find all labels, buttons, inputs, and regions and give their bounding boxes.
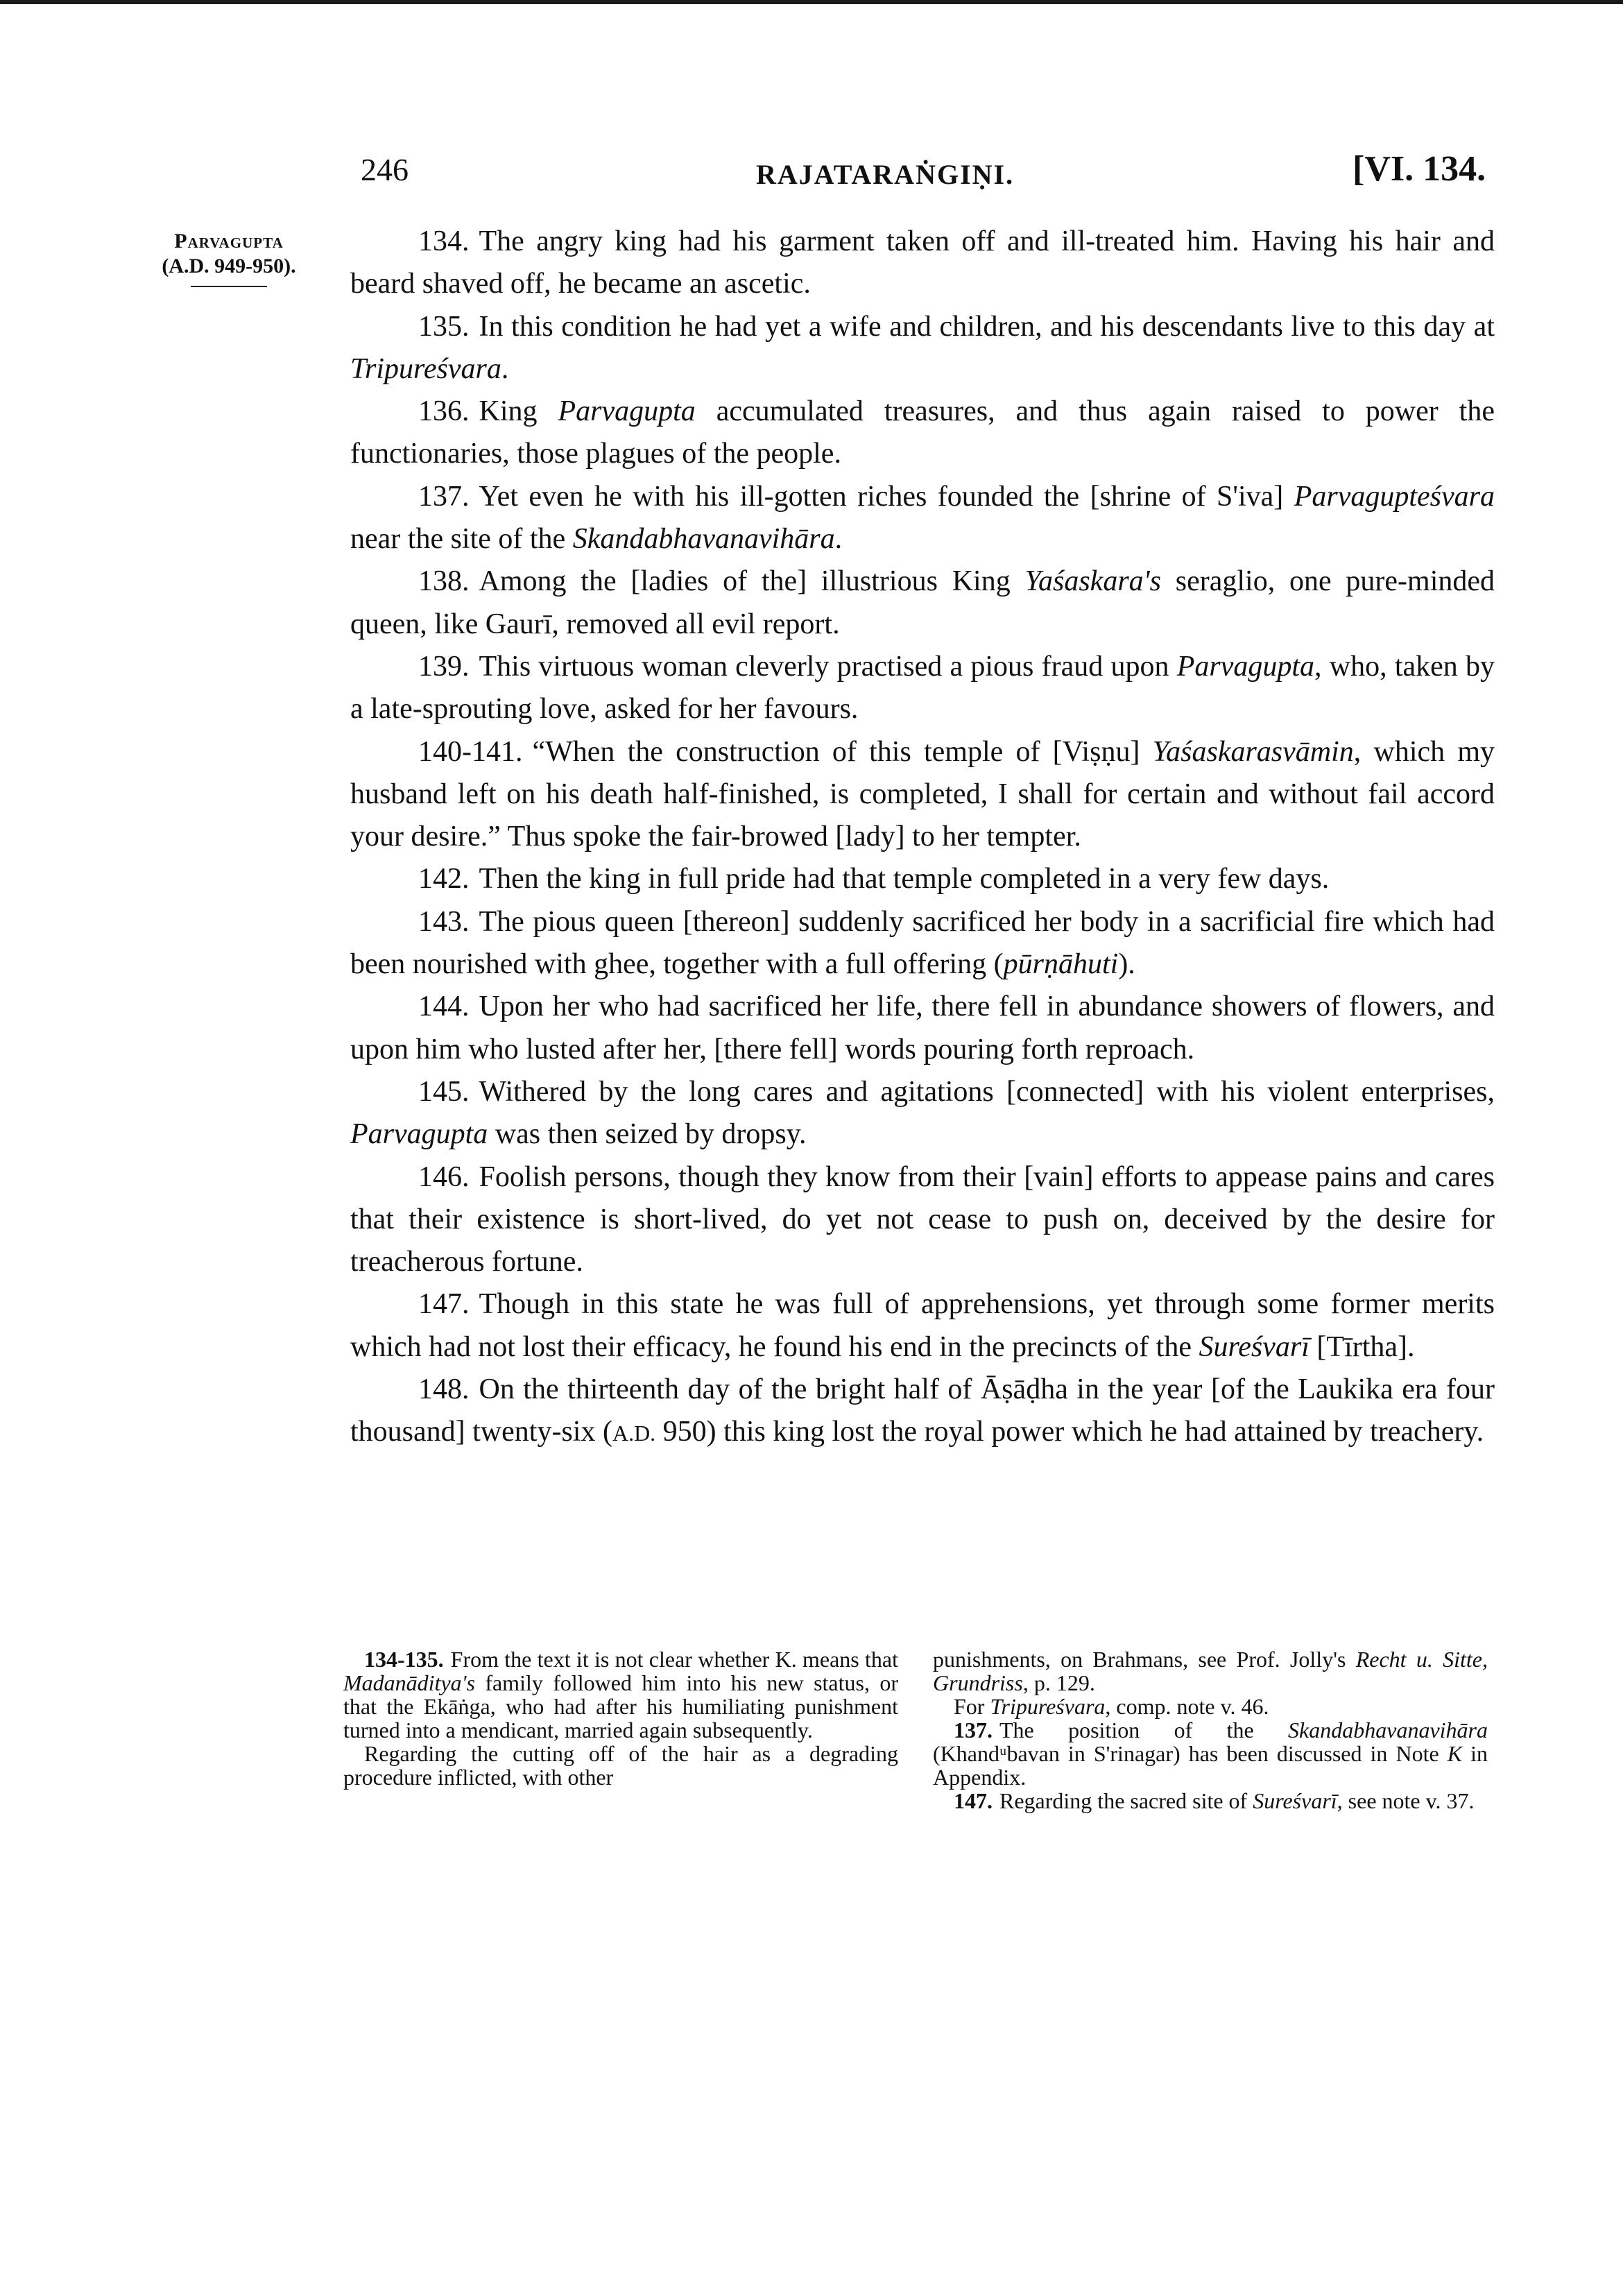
text-segment: . [501, 352, 509, 385]
main-text [350, 221, 1495, 1455]
verse-paragraph [350, 306, 1495, 391]
text-segment: was then seized by dropsy. [488, 1118, 807, 1151]
verse-number: 147. [418, 1288, 470, 1321]
text-segment: , which my husband left on his death half-finished, is completed, I shall for certain and without fail accord your desire.” Thus spoke the fair-browed [lady] to her tempter. [350, 735, 1495, 853]
italic-term: Parvagupteśvara [1294, 480, 1495, 513]
text-segment: family followed him into his new status, or that the Ekāṅga, who had after his humiliating punishment turned into a mendicant, married again subsequently. [343, 1670, 898, 1742]
text-segment: From the text it is not clear whether K. means that [450, 1647, 898, 1672]
text-segment: (Khandᵘbavan in S'rinagar) has been discussed in Note [933, 1741, 1448, 1766]
italic-term: Yaśaskarasvāmin [1152, 735, 1354, 768]
verse-number: 146. [418, 1160, 470, 1193]
italic-term: Parvagupta [558, 395, 696, 428]
italic-term: Madanāditya's [343, 1670, 475, 1695]
text-segment: The pious queen [thereon] suddenly sacrificed her body in a sacrificial fire which had been nourished with ghee, together with a full offering ( [350, 905, 1495, 981]
italic-term: Yaśaskara's [1024, 565, 1161, 598]
text-segment: , p. 129. [1022, 1670, 1095, 1695]
verse-number: 143. [418, 905, 470, 938]
italic-term: pūrṇāhuti [1003, 948, 1119, 981]
verse-paragraph [350, 1369, 1495, 1455]
footnote [933, 1695, 1488, 1718]
text-segment: Foolish persons, though they know from their [vain] efforts to appease pains and cares that their existence is short-lived, do yet not cease to push on, deceived by the desire for treacherous fortune. [350, 1160, 1495, 1278]
verse-paragraph [350, 646, 1495, 731]
margin-note-rule [191, 286, 267, 287]
verse-paragraph [350, 731, 1495, 859]
text-segment: punishments, on Brahmans, see Prof. Jolly's [933, 1647, 1356, 1672]
page-number: 246 [361, 152, 409, 187]
italic-term: Parvagupta [350, 1118, 488, 1151]
text-segment: accumulated treasures, and thus again raised to power the functionaries, those plagues of the people. [350, 395, 1495, 470]
text-segment: King [479, 395, 558, 428]
footnote-number: 147. [954, 1788, 993, 1813]
footnotes-left-column [343, 1647, 898, 1789]
verse-number: 144. [418, 991, 470, 1023]
text-segment: Among the [ladies of the] illustrious King [479, 565, 1025, 598]
text-segment: near the site of the [350, 523, 573, 556]
verse-paragraph [350, 858, 1495, 900]
verse-paragraph [350, 986, 1495, 1071]
footnote [933, 1718, 1488, 1789]
italic-term: Sureśvarī [1253, 1788, 1337, 1813]
footnotes-right-column [933, 1647, 1488, 1813]
text-segment: [Tīrtha]. [1309, 1330, 1415, 1363]
text-segment: This virtuous woman cleverly practised a pious fraud upon [479, 650, 1177, 683]
text-segment: “When the construction of this temple of [Viṣṇu] [532, 735, 1153, 768]
text-segment: On the thirteenth day of the bright half of Āṣāḍha in the year [of the Laukika era four thousand] twenty-six ( [350, 1373, 1495, 1448]
verse-number: 148. [418, 1373, 470, 1406]
italic-term: Parvagupta [1176, 650, 1315, 683]
italic-term: K [1447, 1741, 1463, 1766]
verse-paragraph [350, 560, 1495, 646]
verse-paragraph [350, 901, 1495, 986]
verse-paragraph [350, 1156, 1495, 1284]
text-segment: Upon her who had sacrificed her life, there fell in abundance showers of flowers, and upon him who lusted after her, [there fell] words pouring forth reproach. [350, 991, 1495, 1065]
text-segment: Then the king in full pride had that temple completed in a very few days. [479, 863, 1330, 896]
margin-note-dates: (A.D. 949-950). [162, 255, 296, 277]
italic-term: Sureśvarī [1199, 1330, 1309, 1363]
footnote-number: 137. [954, 1717, 993, 1742]
verse-paragraph [350, 221, 1495, 306]
text-segment: For [954, 1694, 990, 1719]
text-segment: The position of the [999, 1717, 1289, 1742]
italic-term: Tripureśvara [350, 352, 501, 385]
verse-number: 136. [418, 395, 470, 428]
verse-paragraph [350, 391, 1495, 476]
italic-term: Skandabhavanavihāra [572, 523, 835, 556]
italic-term: Tripureśvara [990, 1694, 1106, 1719]
text-segment: Regarding the sacred site of [999, 1788, 1253, 1813]
text-segment: The angry king had his garment taken off and ill-treated him. Having his hair and beard shaved off, he became an ascetic. [350, 225, 1495, 300]
verse-number: 142. [418, 863, 470, 896]
margin-note-king: Parvagupta [174, 230, 284, 252]
footnote [343, 1647, 898, 1742]
running-title: RAJATARAṄGIṆI. [756, 159, 1015, 190]
italic-term: Skandabhavanavihāra [1288, 1717, 1488, 1742]
verse-number: 135. [418, 310, 470, 343]
text-segment: in Appendix. [933, 1741, 1488, 1790]
text-segment: , who, taken by a late-sprouting love, asked for her favours. [350, 650, 1495, 726]
text-segment: In this condition he had yet a wife and children, and his descendants live to this day at [479, 310, 1495, 343]
text-segment: . [834, 523, 843, 556]
verse-number: 140-141. [418, 735, 523, 768]
text-segment: Yet even he with his ill-gotten riches founded the [shrine of S'iva] [479, 480, 1294, 513]
text-segment: , see note v. 37. [1337, 1788, 1475, 1813]
text-segment: seraglio, one pure-minded queen, like Gaurī, removed all evil report. [350, 565, 1495, 640]
text-segment: Regarding the cutting off of the hair as a degrading procedure inflicted, with other [343, 1741, 898, 1790]
text-segment: ). [1118, 948, 1135, 981]
footnote [933, 1789, 1488, 1813]
verse-number: 138. [418, 565, 470, 598]
text-segment: 950) this king lost the royal power which he had attained by treachery. [655, 1416, 1484, 1448]
margin-note [139, 229, 319, 287]
text-segment: Withered by the long cares and agitations [connected] with his violent enterprises, [479, 1075, 1495, 1108]
top-border-rule [0, 0, 1623, 4]
verse-paragraph [350, 1071, 1495, 1156]
footnote [933, 1647, 1488, 1695]
footnote-number: 134-135. [364, 1647, 444, 1672]
footnote [343, 1742, 898, 1789]
verse-number: 139. [418, 650, 470, 683]
verse-paragraph [350, 476, 1495, 561]
verse-number: 134. [418, 225, 470, 257]
abbreviation: A.D. [612, 1421, 656, 1446]
text-segment: , comp. note v. 46. [1105, 1694, 1269, 1719]
italic-term: Recht u. Sitte, Grundriss [933, 1647, 1488, 1695]
verse-paragraph [350, 1283, 1495, 1369]
verse-number: 145. [418, 1075, 470, 1108]
text-segment: Though in this state he was full of apprehensions, yet through some former merits which had not lost their efficacy, he found his end in the precincts of the [350, 1288, 1495, 1363]
verse-number: 137. [418, 480, 470, 513]
section-reference: [VI. 134. [1352, 149, 1486, 189]
